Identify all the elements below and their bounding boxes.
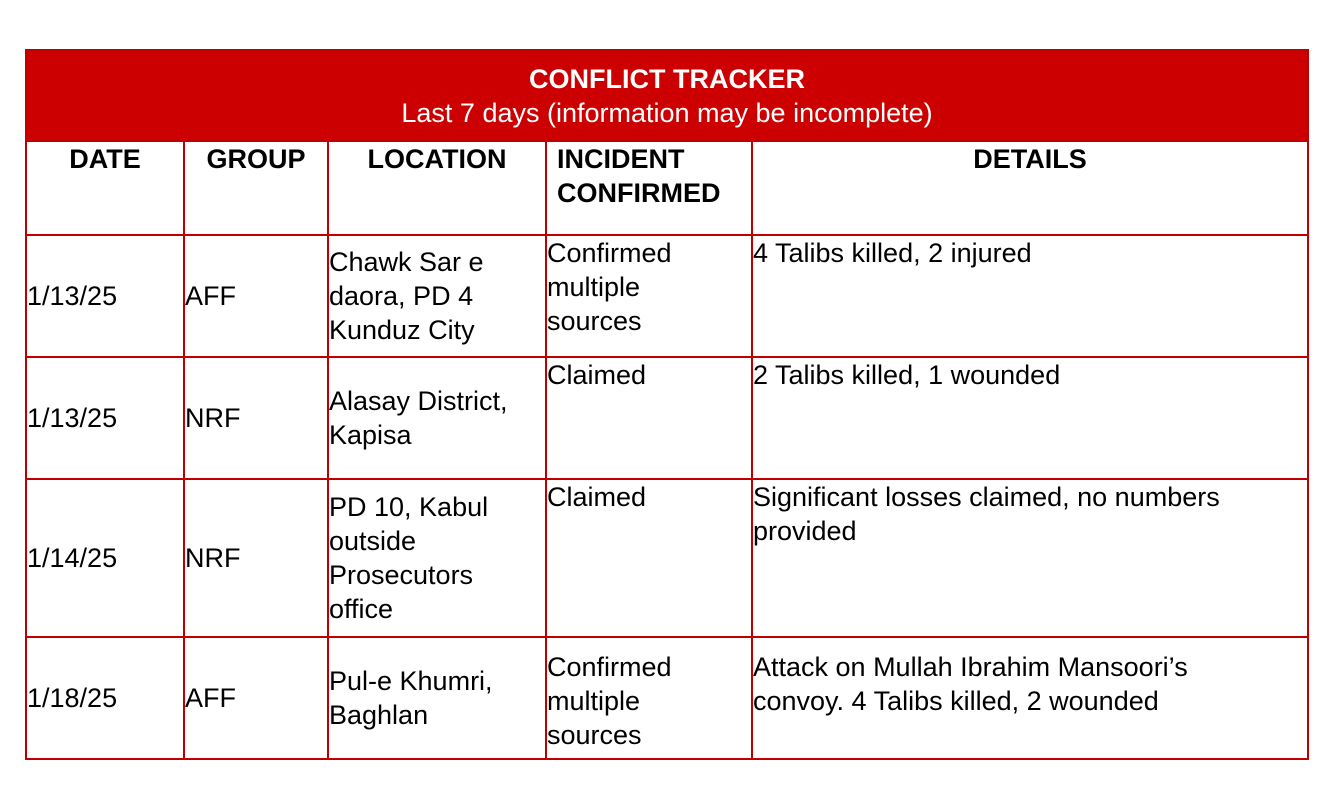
cell-date: 1/13/25 bbox=[26, 357, 184, 479]
table-row bbox=[26, 479, 1308, 637]
table-row bbox=[26, 235, 1308, 357]
location-line: Kunduz City bbox=[329, 315, 475, 345]
cell-location bbox=[328, 235, 546, 357]
table-subtitle: Last 7 days (information may be incomplete) bbox=[401, 97, 933, 128]
incident-line: Confirmed bbox=[547, 238, 672, 268]
location-line: Chawk Sar e bbox=[329, 247, 484, 277]
cell-incident bbox=[546, 235, 752, 357]
cell-location bbox=[328, 637, 546, 759]
table-row bbox=[26, 357, 1308, 479]
location-line: Pul-e Khumri, bbox=[329, 666, 493, 696]
details-line: 4 Talibs killed, 2 injured bbox=[753, 238, 1032, 268]
cell-location bbox=[328, 357, 546, 479]
location-line: Baghlan bbox=[329, 700, 429, 730]
header-group: GROUP bbox=[184, 141, 328, 235]
cell-group: NRF bbox=[184, 479, 328, 637]
incident-line: Confirmed bbox=[547, 652, 672, 682]
incident-line: sources bbox=[547, 720, 642, 750]
incident-line: sources bbox=[547, 306, 642, 336]
details-line: convoy. 4 Talibs killed, 2 wounded bbox=[753, 686, 1159, 716]
details-line: 2 Talibs killed, 1 wounded bbox=[753, 360, 1061, 390]
cell-details bbox=[752, 357, 1308, 479]
cell-details bbox=[752, 479, 1308, 637]
cell-group: NRF bbox=[184, 357, 328, 479]
cell-date: 1/18/25 bbox=[26, 637, 184, 759]
cell-incident bbox=[546, 357, 752, 479]
details-line: Attack on Mullah Ibrahim Mansoori’s bbox=[753, 652, 1188, 682]
location-line: office bbox=[329, 594, 394, 624]
cell-incident bbox=[546, 637, 752, 759]
cell-group: AFF bbox=[184, 235, 328, 357]
details-line: provided bbox=[753, 516, 857, 546]
location-line: Kapisa bbox=[329, 420, 412, 450]
location-line: Prosecutors bbox=[329, 560, 474, 590]
location-line: Alasay District, bbox=[329, 386, 508, 416]
cell-group: AFF bbox=[184, 637, 328, 759]
table-title-banner bbox=[26, 50, 1308, 141]
details-line: Significant losses claimed, no numbers bbox=[753, 482, 1220, 512]
incident-line: Claimed bbox=[547, 360, 647, 390]
header-location: LOCATION bbox=[328, 141, 546, 235]
cell-date: 1/13/25 bbox=[26, 235, 184, 357]
header-incident-confirmed bbox=[546, 141, 752, 235]
incident-line: multiple bbox=[547, 686, 641, 716]
header-incident-line2: CONFIRMED bbox=[557, 178, 721, 208]
incident-line: Claimed bbox=[547, 482, 647, 512]
cell-location bbox=[328, 479, 546, 637]
header-row bbox=[26, 141, 1308, 235]
cell-date: 1/14/25 bbox=[26, 479, 184, 637]
location-line: outside bbox=[329, 526, 417, 556]
table-row bbox=[26, 637, 1308, 759]
cell-incident bbox=[546, 479, 752, 637]
header-date: DATE bbox=[26, 141, 184, 235]
header-incident-line1: INCIDENT bbox=[557, 144, 685, 174]
table-title: CONFLICT TRACKER bbox=[529, 63, 806, 94]
location-line: PD 10, Kabul bbox=[329, 492, 489, 522]
cell-details bbox=[752, 235, 1308, 357]
location-line: daora, PD 4 bbox=[329, 281, 474, 311]
incident-line: multiple bbox=[547, 272, 641, 302]
header-details: DETAILS bbox=[752, 141, 1308, 235]
conflict-tracker-table bbox=[25, 49, 1309, 760]
cell-details bbox=[752, 637, 1308, 759]
